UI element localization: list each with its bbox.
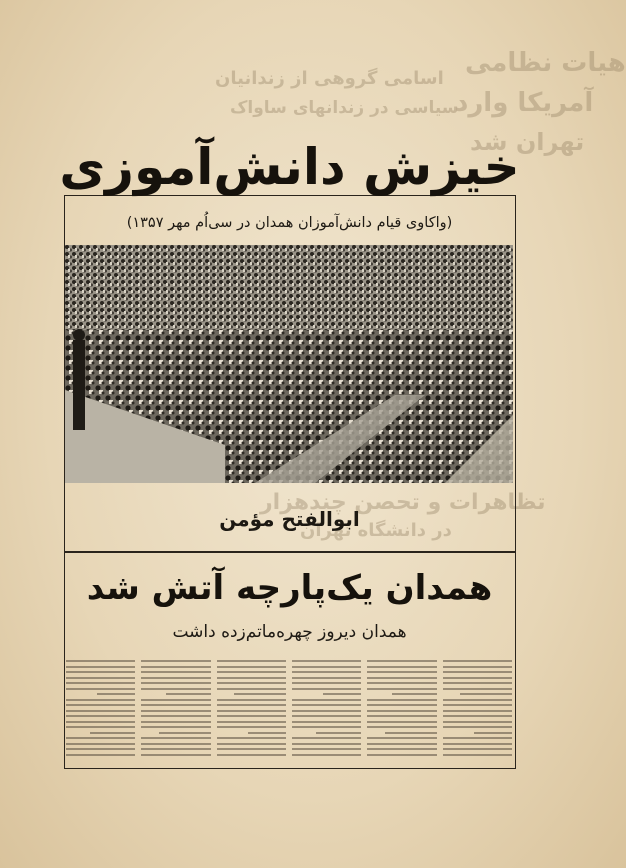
text-line (443, 677, 512, 679)
text-line (141, 688, 210, 690)
text-line (292, 737, 361, 739)
bg-headline-fragment: سیاسی در زندانهای ساواک (230, 98, 459, 118)
text-line (292, 677, 361, 679)
text-line (141, 726, 210, 728)
text-line (292, 754, 361, 756)
bg-headline-fragment: هیات نظامی (465, 48, 626, 78)
newspaper-body-columns (66, 658, 512, 764)
text-line (141, 682, 210, 684)
text-line (217, 726, 286, 728)
bg-headline-fragment: تظاهرات و تحصن چندهزار (260, 490, 546, 515)
text-line (367, 743, 436, 745)
text-line (66, 743, 135, 745)
text-line (141, 666, 210, 668)
text-line (367, 660, 436, 662)
text-line (141, 743, 210, 745)
text-line (460, 693, 512, 695)
text-line (323, 693, 361, 695)
text-line (141, 754, 210, 756)
text-line (443, 737, 512, 739)
text-line (443, 715, 512, 717)
text-line (292, 699, 361, 701)
text-line (443, 710, 512, 712)
text-line (66, 715, 135, 717)
text-column (141, 658, 210, 764)
text-line (443, 748, 512, 750)
text-line (141, 699, 210, 701)
book-title: خیزش دانش‌آموزی (59, 138, 520, 196)
text-line (292, 666, 361, 668)
text-line (141, 737, 210, 739)
divider-rule (64, 551, 516, 553)
text-line (443, 726, 512, 728)
text-line (141, 721, 210, 723)
text-line (217, 737, 286, 739)
text-line (217, 704, 286, 706)
text-line (474, 732, 512, 734)
text-line (367, 726, 436, 728)
text-line (234, 693, 286, 695)
text-line (217, 754, 286, 756)
text-line (217, 666, 286, 668)
text-line (292, 710, 361, 712)
text-line (292, 704, 361, 706)
text-line (66, 754, 135, 756)
text-line (392, 693, 437, 695)
text-line (217, 710, 286, 712)
text-line (217, 748, 286, 750)
text-line (217, 721, 286, 723)
text-line (443, 682, 512, 684)
text-line (248, 732, 286, 734)
text-line (292, 726, 361, 728)
text-line (443, 754, 512, 756)
text-line (166, 693, 211, 695)
text-line (367, 748, 436, 750)
text-line (292, 721, 361, 723)
text-line (66, 660, 135, 662)
text-line (443, 660, 512, 662)
text-line (367, 688, 436, 690)
book-subtitle: (واکاوی قیام دانش‌آموزان همدان در سی‌اُم مهر ۱۳۵۷) (126, 215, 453, 231)
text-line (292, 671, 361, 673)
text-line (217, 677, 286, 679)
text-line (97, 693, 135, 695)
bg-headline-fragment: در دانشگاه تهران (300, 520, 452, 541)
text-line (217, 682, 286, 684)
bg-headline-fragment: اسامی گروهی از زندانیان (215, 68, 444, 89)
text-line (367, 710, 436, 712)
text-line (66, 699, 135, 701)
cover-photo (65, 245, 513, 483)
text-line (367, 704, 436, 706)
text-line (66, 704, 135, 706)
text-line (292, 748, 361, 750)
text-line (159, 732, 211, 734)
text-line (217, 699, 286, 701)
text-line (443, 704, 512, 706)
text-line (367, 699, 436, 701)
text-line (367, 737, 436, 739)
text-line (141, 671, 210, 673)
text-line (292, 743, 361, 745)
text-line (443, 699, 512, 701)
text-line (443, 688, 512, 690)
text-line (66, 726, 135, 728)
text-line (90, 732, 135, 734)
text-line (292, 682, 361, 684)
text-line (66, 748, 135, 750)
text-column (66, 658, 135, 764)
text-line (66, 721, 135, 723)
newspaper-subheadline: همدان دیروز چهره‌ماتم‌زده داشت (172, 622, 407, 642)
text-line (443, 721, 512, 723)
text-line (66, 710, 135, 712)
text-line (367, 666, 436, 668)
text-line (141, 710, 210, 712)
text-column (367, 658, 436, 764)
text-line (141, 677, 210, 679)
bg-headline-fragment: تهران شد (470, 128, 585, 156)
text-line (292, 715, 361, 717)
text-column (443, 658, 512, 764)
text-line (66, 671, 135, 673)
text-line (385, 732, 437, 734)
text-line (217, 743, 286, 745)
text-line (66, 677, 135, 679)
text-line (141, 660, 210, 662)
text-line (217, 688, 286, 690)
text-line (66, 666, 135, 668)
crowd-photo-image (65, 245, 513, 483)
text-column (292, 658, 361, 764)
text-line (292, 688, 361, 690)
text-line (66, 682, 135, 684)
text-line (217, 660, 286, 662)
text-line (367, 682, 436, 684)
text-line (443, 743, 512, 745)
text-line (141, 715, 210, 717)
text-line (316, 732, 361, 734)
text-column (217, 658, 286, 764)
text-line (66, 688, 135, 690)
author-name: ابوالفتح مؤمن (219, 507, 360, 531)
text-line (141, 748, 210, 750)
text-line (443, 666, 512, 668)
text-line (367, 677, 436, 679)
text-line (443, 671, 512, 673)
text-line (367, 754, 436, 756)
newspaper-headline: همدان یک‌پارچه آتش شد (86, 568, 493, 608)
bg-headline-fragment: آمریکا وارد (455, 88, 594, 118)
text-line (217, 671, 286, 673)
text-line (367, 715, 436, 717)
text-line (367, 721, 436, 723)
text-line (66, 737, 135, 739)
text-line (367, 671, 436, 673)
text-line (141, 704, 210, 706)
text-line (292, 660, 361, 662)
text-line (217, 715, 286, 717)
